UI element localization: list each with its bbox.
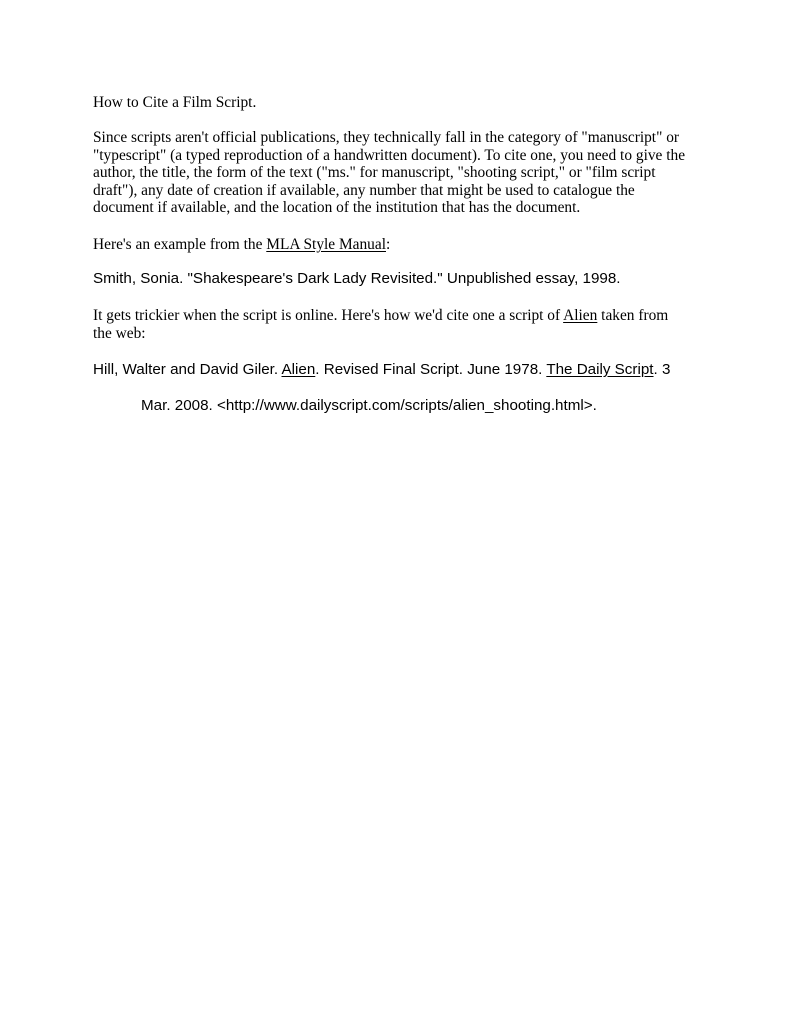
paragraph-line: author, the title, the form of the text ("ms." for manuscript, "shooting script," or "film script: [93, 164, 656, 182]
paragraph-line: the web:: [93, 324, 146, 342]
online-script-paragraph: [93, 307, 668, 342]
paragraph-line: [93, 307, 668, 325]
paragraph-line: Since scripts aren't official publications, they technically fall in the category of "manuscript" or: [93, 129, 680, 146]
paragraph-line: draft"), any date of creation if available, any number that might be used to catalogue the: [93, 181, 635, 199]
citation-work-title: Alien: [281, 361, 316, 378]
citation-details: . Revised Final Script. June 1978.: [315, 361, 547, 378]
paragraph-line: document if available, and the location of the institution that has the document.: [93, 199, 581, 217]
citation-authors: Hill, Walter and David Giler.: [93, 361, 282, 378]
citation-example-smith: Smith, Sonia. "Shakespeare's Dark Lady Revisited." Unpublished essay, 1998.: [93, 270, 621, 287]
mla-style-manual-title: MLA Style Manual: [266, 236, 386, 253]
citation-example-alien-line2: Mar. 2008. <http://www.dailyscript.com/scripts/alien_shooting.html>.: [141, 397, 597, 414]
example-intro-paragraph: [93, 236, 390, 254]
paragraph-text: It gets trickier when the script is online. Here's how we'd cite one a script of: [93, 307, 564, 324]
paragraph-line: "typescript" (a typed reproduction of a handwritten document). To cite one, you need to give the: [93, 146, 686, 164]
citation-end: . 3: [653, 361, 671, 378]
document-title: How to Cite a Film Script.: [93, 94, 257, 111]
example-intro-text: Here's an example from the: [93, 236, 267, 253]
example-intro-colon: :: [385, 236, 391, 253]
citation-example-alien-line1: [93, 361, 670, 379]
intro-paragraph: [93, 129, 713, 217]
alien-title: Alien: [563, 307, 598, 324]
citation-site-title: The Daily Script: [546, 361, 654, 378]
paragraph-text: taken from: [597, 307, 669, 324]
